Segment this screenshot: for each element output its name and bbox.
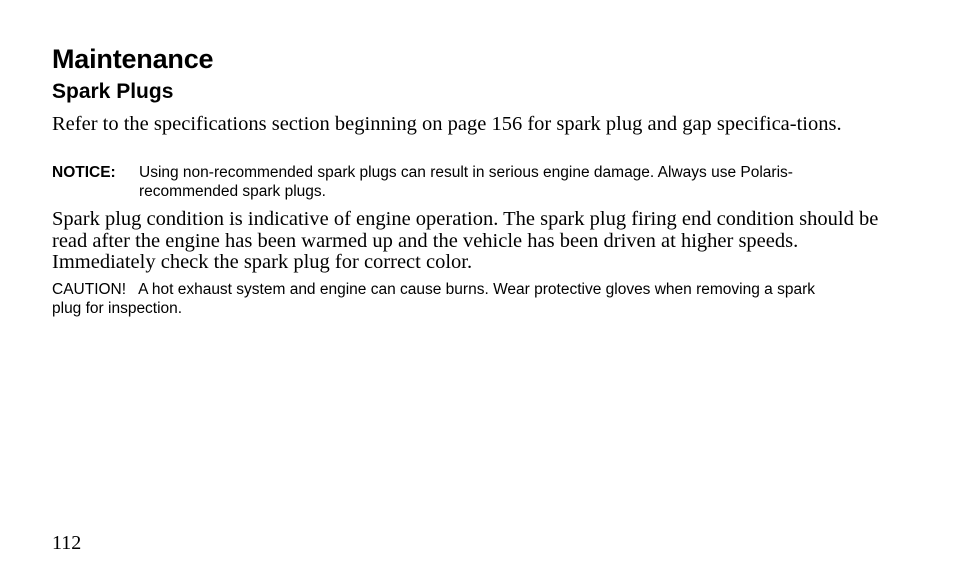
notice-text: Using non-recommended spark plugs can result in serious engine damage. Always use Polaris-recommended spark plugs.	[139, 164, 793, 200]
paragraph-specifications: Refer to the specifications section beginning on page 156 for spark plug and gap specifica-tions.	[52, 113, 842, 135]
notice-block	[52, 163, 872, 201]
chapter-title: Maintenance	[52, 44, 214, 74]
section-title: Spark Plugs	[52, 80, 174, 103]
page-number: 112	[52, 532, 82, 554]
caution-block	[52, 280, 842, 318]
notice-label: NOTICE:	[52, 164, 116, 181]
caution-text: A hot exhaust system and engine can cause burns. Wear protective gloves when removing a spark plug for inspection.	[52, 281, 815, 317]
paragraph-plug-condition: Spark plug condition is indicative of engine operation. The spark plug firing end condition should be read after the engine has been warmed up and the vehicle has been driven at higher speeds. Immediately check the spark plug for correct color.	[52, 208, 879, 273]
caution-label: CAUTION!	[52, 281, 127, 298]
